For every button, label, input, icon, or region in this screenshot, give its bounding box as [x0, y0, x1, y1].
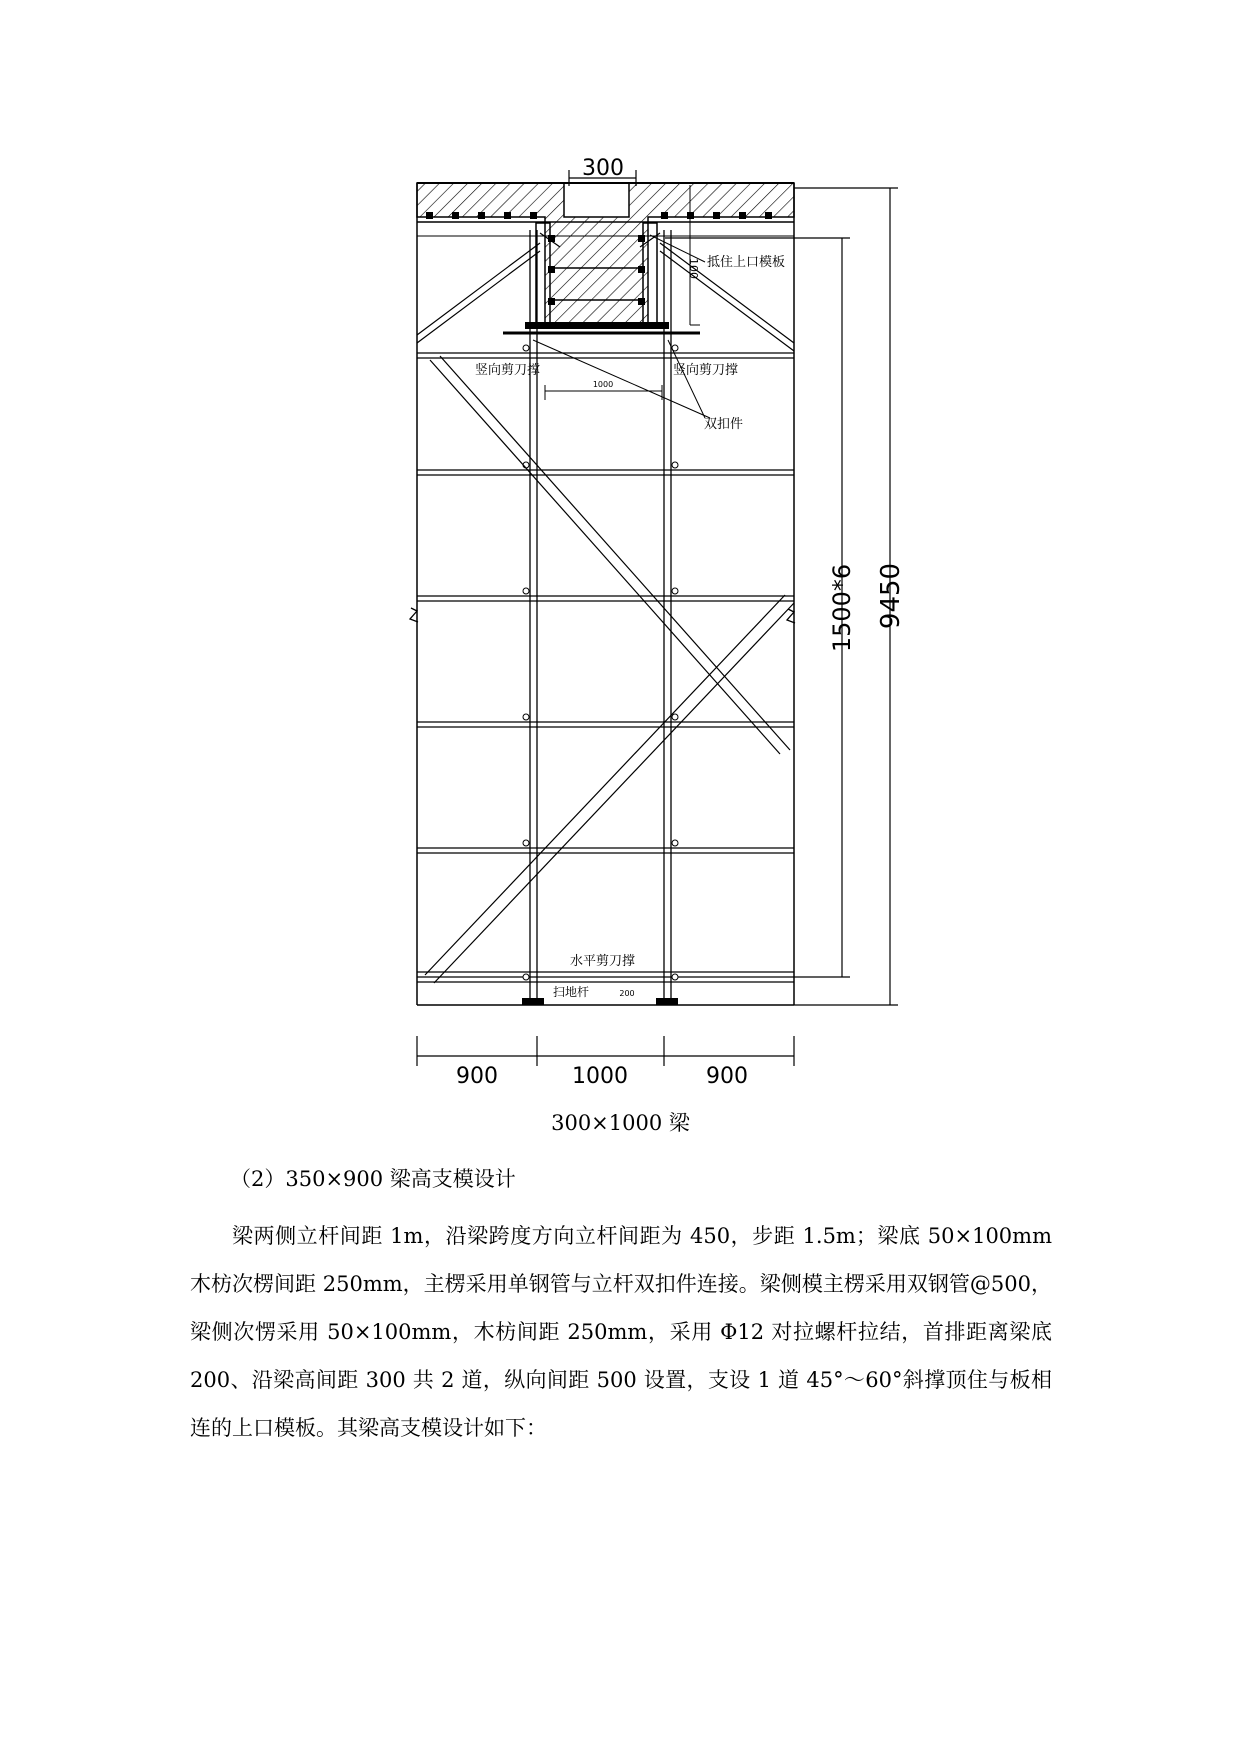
- label-sweep-rod: 扫地杆: [553, 985, 590, 999]
- label-prop-top: 抵住上口模板: [707, 255, 786, 270]
- beam-bottom-ledger: [525, 322, 669, 329]
- cross-bracing: [417, 233, 794, 983]
- horizontal-ledgers: [417, 353, 794, 982]
- body-paragraph: 梁两侧立杆间距 1m，沿梁跨度方向立杆间距为 450，步距 1.5m；梁底 50×100mm 木枋次楞间距 250mm，主楞采用单钢管与立杆双扣件连接。梁侧模主楞采用双钢管@500，梁侧次愣采用 50×100mm，木枋间距 250mm，采用 Φ12 对拉螺杆拉结，首排距离梁底 200、沿梁高间距 300 共 2 道，纵向间距 500 设置，支设 1 道 45°～60°斜撑顶住与板相连的上口模板。其梁高支模设计如下：: [190, 1224, 1052, 1440]
- section-heading: （2）350×900 梁高支模设计: [230, 1167, 516, 1191]
- dim-bottom-left-label: 900: [456, 1064, 498, 1089]
- dim-bottom-middle-label: 1000: [572, 1064, 628, 1089]
- dim-bottom: [417, 1036, 794, 1066]
- figure-caption: 300×1000 梁: [551, 1111, 690, 1135]
- dim-side-100-label: 100: [687, 258, 700, 279]
- dim-steps-label: 1500*6: [828, 563, 856, 653]
- dim-inner-label: 1000: [592, 380, 614, 389]
- label-double-fastener: 双扣件: [704, 417, 744, 432]
- vertical-standards: [530, 230, 671, 1000]
- dim-top-300-label: 300: [582, 156, 624, 181]
- dim-total-label: 9450: [876, 562, 906, 630]
- standard-bases: [522, 998, 678, 1005]
- label-vertical-brace-right: 竖向剪刀撑: [673, 363, 739, 378]
- dim-bottom-right-label: 900: [706, 1064, 748, 1089]
- dim-sweep-label: 200: [619, 989, 635, 998]
- label-horizontal-brace: 水平剪刀撑: [570, 954, 636, 969]
- break-marks: [410, 608, 795, 623]
- fasteners: [523, 345, 678, 980]
- label-vertical-brace-left: 竖向剪刀撑: [475, 363, 541, 378]
